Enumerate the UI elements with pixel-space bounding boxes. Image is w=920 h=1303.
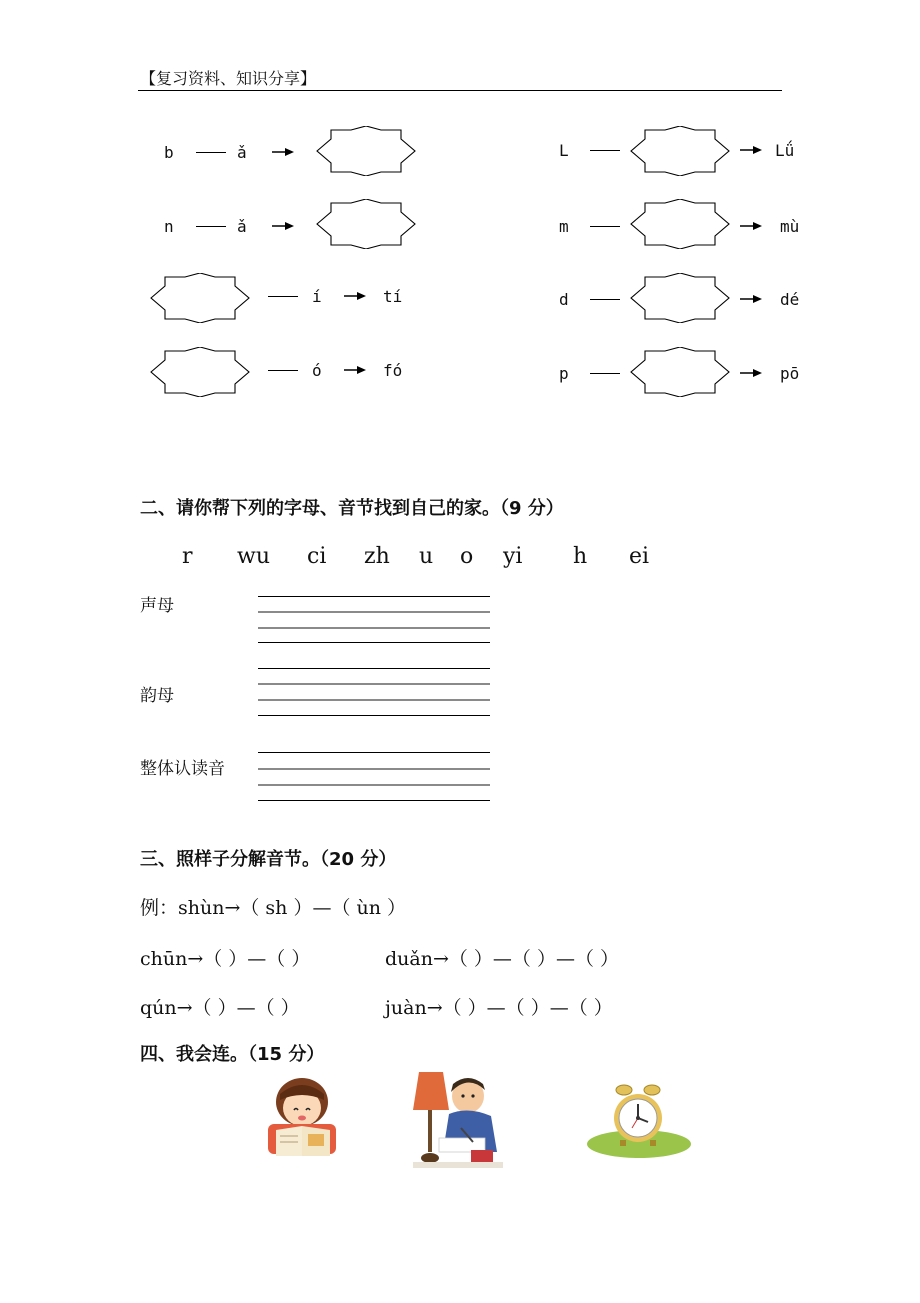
writing-line[interactable]	[258, 627, 490, 629]
header-rule	[138, 90, 782, 91]
pool-item: u	[419, 544, 434, 569]
final-o2: ó	[312, 361, 322, 380]
arrow-icon	[272, 221, 294, 231]
arrow-icon	[272, 147, 294, 157]
initial-d: d	[559, 290, 569, 309]
dash	[590, 373, 620, 374]
syllable-lv2: Lǘ	[775, 141, 795, 160]
pool-item: o	[460, 544, 474, 569]
writing-line[interactable]	[258, 800, 490, 801]
syllable-de2: dé	[780, 290, 800, 309]
pool-item: ei	[629, 544, 650, 569]
pool-item: ci	[307, 544, 327, 569]
final-i2: í	[312, 287, 322, 306]
pool-item: wu	[237, 544, 270, 569]
section4-title: 四、我会连。（15 分）	[140, 1044, 325, 1065]
pool-item: r	[182, 544, 193, 569]
dash	[590, 150, 620, 151]
arrow-icon	[344, 365, 366, 375]
final-a3: ǎ	[237, 143, 247, 162]
category-initials: 声母	[140, 596, 174, 616]
dash	[268, 296, 298, 297]
category-finals: 韵母	[140, 686, 174, 706]
initial-L: L	[559, 141, 569, 160]
writing-line[interactable]	[258, 596, 490, 597]
answer-blank-star[interactable]	[316, 199, 416, 249]
writing-line[interactable]	[258, 668, 490, 669]
pool-item: h	[573, 544, 588, 569]
writing-line[interactable]	[258, 752, 490, 753]
final-a3: ǎ	[237, 217, 247, 236]
pool-item: zh	[364, 544, 390, 569]
section3-title: 三、照样子分解音节。（20 分）	[140, 849, 397, 870]
dash	[196, 226, 226, 227]
arrow-icon	[344, 291, 366, 301]
exercise-chun[interactable]: chūn→（ ）—（ ）	[140, 948, 311, 970]
dash	[196, 152, 226, 153]
answer-blank-star[interactable]	[150, 347, 250, 397]
writing-line[interactable]	[258, 611, 490, 613]
exercise-juan[interactable]: juàn→（ ）—（ ）—（ ）	[385, 997, 613, 1019]
writing-line[interactable]	[258, 715, 490, 716]
example-line: 例：shùn→（ sh ）—（ ùn ）	[140, 897, 407, 919]
dash	[590, 226, 620, 227]
writing-line[interactable]	[258, 768, 490, 770]
writing-line[interactable]	[258, 699, 490, 701]
arrow-icon	[740, 145, 762, 155]
writing-line[interactable]	[258, 683, 490, 685]
syllable-ti2: tí	[383, 287, 403, 306]
arrow-icon	[740, 221, 762, 231]
arrow-icon	[740, 368, 762, 378]
page-header: 【复习资料、知识分享】	[140, 69, 317, 88]
exercise-duan[interactable]: duǎn→（ ）—（ ）—（ ）	[385, 948, 620, 970]
section2-title: 二、请你帮下列的字母、音节找到自己的家。（9 分）	[140, 498, 564, 519]
pool-item: yi	[503, 544, 523, 569]
answer-blank-star[interactable]	[630, 126, 730, 176]
answer-blank-star[interactable]	[630, 199, 730, 249]
answer-blank-star[interactable]	[316, 126, 416, 176]
initial-m: m	[559, 217, 569, 236]
dash	[590, 299, 620, 300]
initial-p: p	[559, 364, 569, 383]
category-whole-syllables: 整体认读音	[140, 759, 225, 779]
writing-line[interactable]	[258, 784, 490, 786]
syllable-po1: pō	[780, 364, 800, 383]
girl-reading-picture[interactable]	[258, 1072, 348, 1158]
exercise-qun[interactable]: qún→（ ）—（ ）	[140, 997, 300, 1019]
writing-line[interactable]	[258, 642, 490, 643]
arrow-icon	[740, 294, 762, 304]
syllable-fo2: fó	[383, 361, 403, 380]
dash	[268, 370, 298, 371]
initial-b: b	[164, 143, 174, 162]
answer-blank-star[interactable]	[630, 347, 730, 397]
answer-blank-star[interactable]	[150, 273, 250, 323]
syllable-mu4: mù	[780, 217, 800, 236]
answer-blank-star[interactable]	[630, 273, 730, 323]
alarm-clock-picture[interactable]	[586, 1084, 692, 1158]
initial-n: n	[164, 217, 174, 236]
boy-writing-picture[interactable]	[413, 1066, 503, 1168]
